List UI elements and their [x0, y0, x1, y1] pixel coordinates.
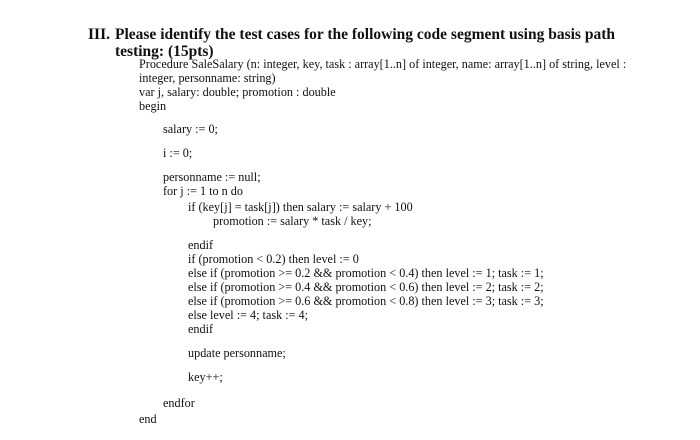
endif-1: endif — [188, 238, 214, 252]
if-key-statement: if (key[j] = task[j]) then salary := salary + 100 — [188, 200, 413, 214]
i-init: i := 0; — [163, 146, 193, 160]
else-level: else level := 4; task := 4; — [188, 308, 309, 322]
update-statement: update personname; — [188, 346, 286, 360]
question-title-line-2: testing: (15pts) — [115, 43, 214, 60]
endif-2: endif — [188, 322, 214, 336]
salary-init: salary := 0; — [163, 122, 218, 136]
end-keyword: end — [139, 412, 157, 426]
for-loop: for j := 1 to n do — [163, 184, 243, 198]
begin-keyword: begin — [139, 99, 167, 113]
endfor-keyword: endfor — [163, 396, 195, 410]
personname-init: personname := null; — [163, 170, 261, 184]
key-increment: key++; — [188, 370, 223, 384]
procedure-signature-line-1: Procedure SaleSalary (n: integer, key, task : array[1..n] of integer, name: array[1..n] of string, level : — [139, 57, 627, 71]
question-title-line-1: Please identify the test cases for the following code segment using basis path — [115, 26, 615, 43]
promotion-assignment: promotion := salary * task / key; — [213, 214, 372, 228]
if-promotion: if (promotion < 0.2) then level := 0 — [188, 252, 359, 266]
procedure-signature-line-2: integer, personname: string) — [139, 71, 276, 85]
elseif-3: else if (promotion >= 0.6 && promotion < 0.8) then level := 3; task := 3; — [188, 294, 544, 308]
elseif-1: else if (promotion >= 0.2 && promotion < 0.4) then level := 1; task := 1; — [188, 266, 544, 280]
var-declaration: var j, salary: double; promotion : double — [139, 85, 336, 99]
elseif-2: else if (promotion >= 0.4 && promotion < 0.6) then level := 2; task := 2; — [188, 280, 544, 294]
question-number: III. — [88, 26, 110, 43]
